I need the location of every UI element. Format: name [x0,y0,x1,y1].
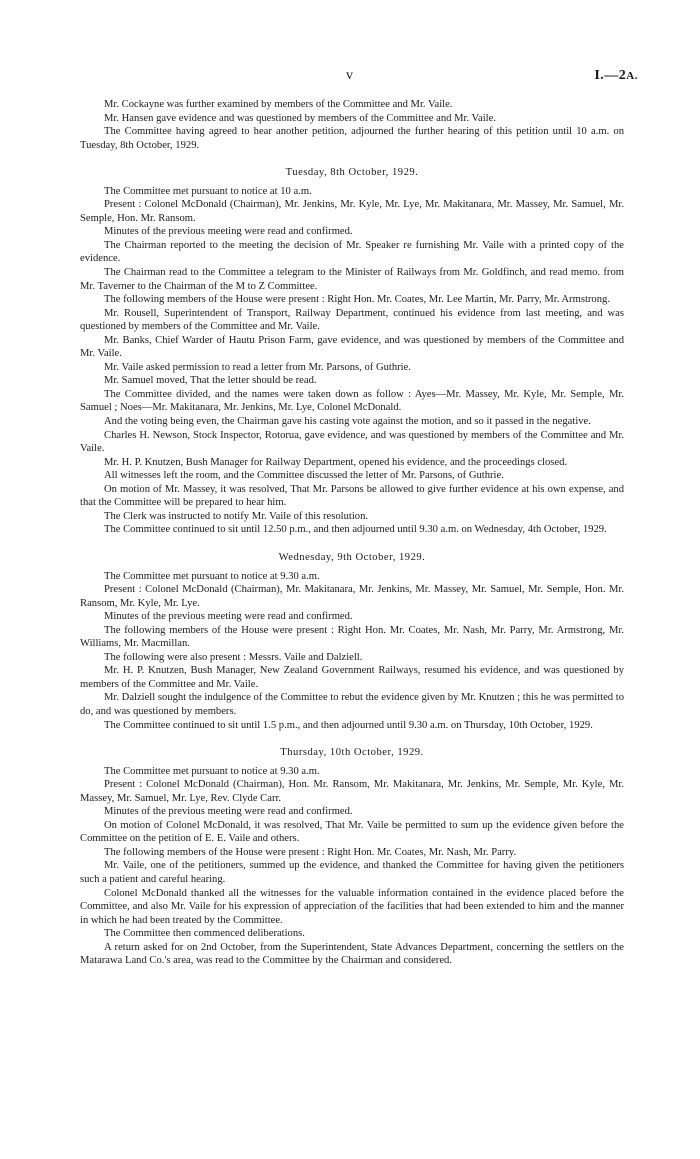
minutes-paragraph: Present : Colonel McDonald (Chairman), Hon. Mr. Ransom, Mr. Makitanara, Mr. Jenkins, Mr. Semple, Mr. Kyle, Mr. Massey, Mr. Samuel, Mr. Lye, Rev. Clyde Carr. [80,779,624,804]
minutes-paragraph: The following members of the House were present : Right Hon. Mr. Coates, Mr. Nash, Mr. Parry. [104,846,517,858]
minutes-paragraph: Mr. Vaile, one of the petitioners, summed up the evidence, and thanked the Committee for having given the petitioners such a patient and careful hearing. [80,860,624,885]
minutes-paragraph: Mr. Dalziell sought the indulgence of the Committee to rebut the evidence given by Mr. Knutzen ; this he was permitted to do, and was questioned by members. [80,692,624,717]
minutes-paragraph: The Clerk was instructed to notify Mr. Vaile of this resolution. [104,510,369,522]
minutes-paragraph: A return asked for on 2nd October, from the Superintendent, State Advances Department, concerning the settlers on the Matarawa Land Co.'s area, was read to the Committee by the Chairman and considered. [80,941,624,967]
minutes-paragraph: Mr. H. P. Knutzen, Bush Manager, New Zealand Government Railways, resumed his evidence, and was questioned by members of the Committee and Mr. Vaile. [80,665,624,690]
minutes-paragraph: The Chairman reported to the meeting the decision of Mr. Speaker re furnishing Mr. Vaile with a printed copy of the evidence. [80,239,624,265]
document-body [80,98,624,968]
minutes-paragraph: The following were also present : Messrs. Vaile and Dalziell. [104,651,363,663]
minutes-paragraph: Mr. Banks, Chief Warder of Hautu Prison Farm, gave evidence, and was questioned by members of the Committee and Mr. Vaile. [80,334,624,360]
minutes-paragraph: And the voting being even, the Chairman gave his casting vote against the motion, and so it passed in the negative. [104,416,591,428]
page-number: v [346,68,353,83]
minutes-paragraph: Mr. Samuel moved, That the letter should be read. [104,375,317,387]
minutes-paragraph: Minutes of the previous meeting were read and confirmed. [104,806,353,818]
document-reference-suffix: A. [626,70,638,82]
minutes-paragraph: Present : Colonel McDonald (Chairman), Mr. Makitanara, Mr. Jenkins, Mr. Massey, Mr. Samuel, Mr. Semple, Hon. Mr. Ransom, Mr. Kyle, Mr. Lye. [80,584,624,609]
minutes-paragraph: Minutes of the previous meeting were read and confirmed. [104,226,353,238]
minutes-paragraph: Minutes of the previous meeting were read and confirmed. [104,611,353,623]
minutes-paragraph: Mr. H. P. Knutzen, Bush Manager for Railway Department, opened his evidence, and the proceedings closed. [104,456,568,468]
minutes-paragraph: The Committee having agreed to hear another petition, adjourned the further hearing of this petition until 10 a.m. on Tuesday, 8th October, 1929. [80,126,624,151]
minutes-paragraph: The Chairman read to the Committee a telegram to the Minister of Railways from Mr. Goldfinch, and read memo. from Mr. Taverner to the Chairman of the M to Z Committee. [80,267,624,292]
session-heading: Tuesday, 8th October, 1929. [285,167,419,179]
minutes-paragraph: On motion of Colonel McDonald, it was resolved, That Mr. Vaile be permitted to sum up the evidence given before the Committee on the petition of E. E. Vaile and others. [80,819,624,845]
session-heading: Thursday, 10th October, 1929. [280,747,424,759]
page-header [0,68,700,88]
minutes-paragraph: The Committee continued to sit until 1.5 p.m., and then adjourned until 9.30 a.m. on Thursday, 10th October, 1929. [104,719,593,731]
minutes-paragraph: The following members of the House were present : Right Hon. Mr. Coates, Mr. Nash, Mr. Parry, Mr. Armstrong, Mr. Williams, Mr. Macmillan. [80,624,624,650]
minutes-paragraph: The Committee continued to sit until 12.50 p.m., and then adjourned until 9.30 a.m. on Wednesday, 4th October, 1929. [104,524,607,536]
minutes-paragraph: On motion of Mr. Massey, it was resolved, That Mr. Parsons be allowed to give further evidence at his own expense, and that the Committee will be prepared to hear him. [80,483,624,509]
minutes-paragraph: Charles H. Newson, Stock Inspector, Rotorua, gave evidence, and was questioned by members of the Committee and Mr. Vaile. [80,429,624,455]
minutes-paragraph: Colonel McDonald thanked all the witnesses for the valuable information contained in the evidence placed before the Committee, and also Mr. Vaile for his expression of appreciation of the facilities that had been extended to him and the manner in which he had been treated by the Committee. [80,887,624,926]
document-reference [594,68,638,84]
minutes-paragraph: The Committee then commenced deliberations. [104,928,305,940]
minutes-paragraph: Mr. Vaile asked permission to read a letter from Mr. Parsons, of Guthrie. [104,361,411,373]
minutes-paragraph: All witnesses left the room, and the Committee discussed the letter of Mr. Parsons, of Guthrie. [104,470,504,482]
minutes-paragraph: Mr. Rousell, Superintendent of Transport, Railway Department, continued his evidence from last meeting, and was questioned by members of the Committee and Mr. Vaile. [80,307,624,333]
minutes-paragraph: The Committee met pursuant to notice at 9.30 a.m. [104,570,320,582]
minutes-paragraph: The following members of the House were present : Right Hon. Mr. Coates, Mr. Lee Martin, Mr. Parry, Mr. Armstrong. [104,294,610,306]
minutes-paragraph: Mr. Hansen gave evidence and was questioned by members of the Committee and Mr. Vaile. [104,112,496,124]
minutes-paragraph: The Committee divided, and the names were taken down as follow : Ayes—Mr. Massey, Mr. Kyle, Mr. Semple, Mr. Samuel ; Noes—Mr. Makitanara, Mr. Jenkins, Mr. Lye, Colonel McDonald. [80,388,624,414]
minutes-paragraph: The Committee met pursuant to notice at 9.30 a.m. [104,765,320,777]
session-heading: Wednesday, 9th October, 1929. [278,551,426,563]
minutes-paragraph: The Committee met pursuant to notice at 10 a.m. [104,185,312,197]
document-reference-main: I.—2 [594,68,627,83]
minutes-paragraph: Mr. Cockayne was further examined by members of the Committee and Mr. Vaile. [104,99,453,110]
minutes-paragraph: Present : Colonel McDonald (Chairman), Mr. Jenkins, Mr. Kyle, Mr. Lye, Mr. Makitanara, Mr. Massey, Mr. Samuel, Mr. Semple, Hon. Mr. Ransom. [80,199,624,224]
